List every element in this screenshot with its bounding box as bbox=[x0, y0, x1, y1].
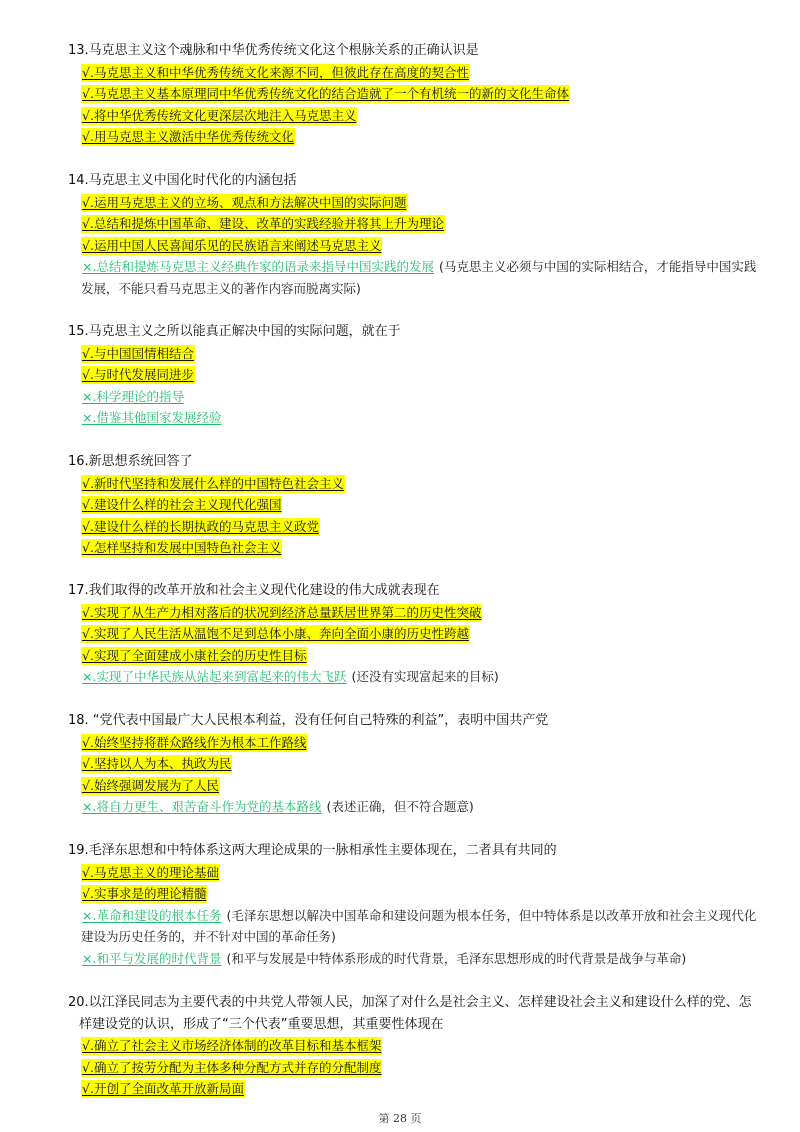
option-text: √.与中国国情相结合 bbox=[82, 345, 194, 361]
option-correct bbox=[68, 862, 758, 884]
option-text: √.确立了社会主义市场经济体制的改革目标和基本框架 bbox=[82, 1038, 382, 1053]
option-text: ×.革命和建设的根本任务 bbox=[82, 907, 222, 923]
option-text: √.建设什么样的长期执政的马克思主义政党 bbox=[82, 518, 319, 534]
question-title: 13.马克思主义这个魂脉和中华优秀传统文化这个根脉关系的正确认识是 bbox=[68, 43, 479, 58]
option-text: √.确立了按劳分配为主体多种分配方式并存的分配制度 bbox=[82, 1059, 382, 1075]
question-17 bbox=[68, 580, 758, 688]
option-correct bbox=[68, 213, 758, 235]
option-text: √.总结和提炼中国革命、建设、改革的实践经验并将其上升为理论 bbox=[82, 216, 444, 231]
question-15 bbox=[68, 321, 758, 429]
question-title: 17.我们取得的改革开放和社会主义现代化建设的伟大成就表现在 bbox=[68, 583, 440, 598]
option-wrong bbox=[68, 407, 758, 429]
question-title: 14.马克思主义中国化时代化的内涵包括 bbox=[68, 173, 297, 188]
option-text: √.始终坚持将群众路线作为根本工作路线 bbox=[82, 734, 307, 750]
option-text: √.运用马克思主义的立场、观点和方法解决中国的实际问题 bbox=[82, 194, 407, 210]
option-correct bbox=[68, 494, 758, 516]
option-correct bbox=[68, 126, 758, 148]
option-text: √.实现了全面建成小康社会的历史性目标 bbox=[82, 647, 307, 663]
option-correct bbox=[68, 83, 758, 105]
option-wrong bbox=[68, 905, 758, 948]
option-text: √.马克思主义基本原理同中华优秀传统文化的结合造就了一个有机统一的新的文化生命体 bbox=[82, 86, 569, 101]
option-text: √.实事求是的理论精髓 bbox=[82, 886, 207, 901]
option-text: √.马克思主义和中华优秀传统文化来源不同，但彼此存在高度的契合性 bbox=[82, 64, 469, 80]
option-text: √.将中华优秀传统文化更深层次地注入马克思主义 bbox=[82, 107, 357, 123]
option-correct bbox=[68, 473, 758, 495]
option-correct bbox=[68, 732, 758, 754]
option-correct bbox=[68, 883, 758, 905]
option-correct bbox=[68, 602, 758, 624]
option-correct bbox=[68, 343, 758, 365]
option-text: √.开创了全面改革开放新局面 bbox=[82, 1081, 244, 1096]
option-text: √.运用中国人民喜闻乐见的民族语言来阐述马克思主义 bbox=[82, 237, 382, 253]
option-correct bbox=[68, 192, 758, 214]
option-text: √.始终强调发展为了人民 bbox=[82, 777, 219, 793]
option-note: (马克思主义必须与中国的实际相结合，才能指导中国实践发展，不能只看马克思主义的著作内容而脱离实际) bbox=[81, 259, 757, 296]
option-correct bbox=[68, 1035, 758, 1057]
option-note: (还没有实现富起来的目标) bbox=[351, 669, 499, 684]
question-title: 19.毛泽东思想和中特体系这两大理论成果的一脉相承性主要体现在，二者具有共同的 bbox=[68, 843, 557, 858]
question-20 bbox=[68, 992, 758, 1100]
option-correct bbox=[68, 235, 758, 257]
page-number: 第 28 页 bbox=[378, 1112, 422, 1125]
option-text: ×.将自力更生、艰苦奋斗作为党的基本路线 bbox=[82, 799, 322, 814]
option-text: √.实现了人民生活从温饱不足到总体小康、奔向全面小康的历史性跨越 bbox=[82, 626, 469, 641]
option-wrong bbox=[68, 796, 758, 818]
question-13 bbox=[68, 40, 758, 148]
question-14 bbox=[68, 170, 758, 299]
option-note: (表述正确，但不符合题意) bbox=[326, 799, 474, 814]
option-text: √.新时代坚持和发展什么样的中国特色社会主义 bbox=[82, 475, 344, 491]
option-wrong bbox=[68, 666, 758, 688]
option-text: √.怎样坚持和发展中国特色社会主义 bbox=[82, 540, 282, 555]
option-text: √.建设什么样的社会主义现代化强国 bbox=[82, 497, 282, 512]
question-title: 18. “党代表中国最广大人民根本利益，没有任何自己特殊的利益”，表明中国共产党 bbox=[68, 713, 549, 728]
option-text: √.坚持以人为本、执政为民 bbox=[82, 756, 232, 771]
option-correct bbox=[68, 645, 758, 667]
option-text: ×.和平与发展的时代背景 bbox=[82, 950, 222, 966]
option-wrong bbox=[68, 948, 758, 970]
option-correct bbox=[68, 775, 758, 797]
option-correct bbox=[68, 516, 758, 538]
option-note: (毛泽东思想以解决中国革命和建设问题为根本任务，但中特体系是以改革开放和社会主义现代化建设为历史任务的，并不针对中国的革命任务) bbox=[81, 907, 757, 944]
option-text: √.马克思主义的理论基础 bbox=[82, 864, 219, 880]
option-correct bbox=[68, 537, 758, 559]
option-text: √.实现了从生产力相对落后的状况到经济总量跃居世界第二的历史性突破 bbox=[82, 604, 482, 620]
question-18 bbox=[68, 710, 758, 818]
question-title: 16.新思想系统回答了 bbox=[68, 454, 193, 469]
option-text: ×.借鉴其他国家发展经验 bbox=[82, 410, 222, 425]
option-text: √.与时代发展同进步 bbox=[82, 367, 194, 382]
option-text: ×.总结和提炼马克思主义经典作家的语录来指导中国实践的发展 bbox=[82, 259, 434, 274]
option-correct bbox=[68, 1078, 758, 1100]
option-correct bbox=[68, 105, 758, 127]
question-16 bbox=[68, 451, 758, 559]
option-correct bbox=[68, 62, 758, 84]
option-text: ×.实现了中华民族从站起来到富起来的伟大飞跃 bbox=[82, 669, 347, 684]
option-correct bbox=[68, 1057, 758, 1079]
option-correct bbox=[68, 753, 758, 775]
option-text: √.用马克思主义激活中华优秀传统文化 bbox=[82, 129, 294, 144]
question-title: 20.以江泽民同志为主要代表的中共党人带领人民，加深了对什么是社会主义、怎样建设社会主义和建设什么样的党、怎样建设党的认识，形成了“三个代表”重要思想，其重要性体现在 bbox=[68, 995, 752, 1032]
option-correct bbox=[68, 364, 758, 386]
question-19 bbox=[68, 840, 758, 969]
option-wrong bbox=[68, 256, 758, 299]
option-correct bbox=[68, 623, 758, 645]
option-note: (和平与发展是中特体系形成的时代背景，毛泽东思想形成的时代背景是战争与革命) bbox=[226, 950, 687, 966]
option-text: ×.科学理论的指导 bbox=[82, 388, 184, 404]
question-title: 15.马克思主义之所以能真正解决中国的实际问题，就在于 bbox=[68, 324, 401, 339]
option-wrong bbox=[68, 386, 758, 408]
